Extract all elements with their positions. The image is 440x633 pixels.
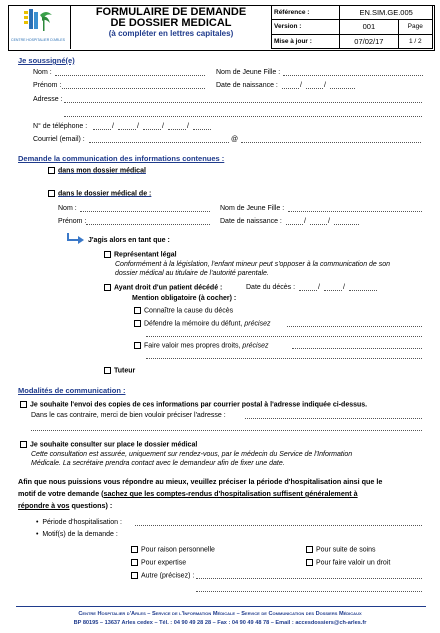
courriel-domain-field[interactable] bbox=[241, 142, 421, 143]
periode-field[interactable] bbox=[135, 525, 422, 526]
motif-expertise-option[interactable]: Pour expertise bbox=[131, 559, 186, 567]
rep-legal-note-1: Conformément à la législation, l'enfant mineur peut s'opposer à la communication de son bbox=[115, 261, 391, 268]
nom-jf-label: Nom de Jeune Fille : bbox=[216, 69, 281, 76]
mention-cause-checkbox[interactable] bbox=[134, 307, 141, 314]
opt-mon-dossier-checkbox[interactable] bbox=[48, 167, 55, 174]
version-value: 001 bbox=[340, 20, 398, 34]
rep-legal-checkbox[interactable] bbox=[104, 251, 111, 258]
patient-nom-jf-field[interactable] bbox=[288, 211, 422, 212]
adresse-field-1[interactable] bbox=[64, 102, 422, 103]
patient-nom-jf-label: Nom de Jeune Fille : bbox=[220, 205, 285, 212]
motif-soins-option[interactable]: Pour suite de soins bbox=[306, 546, 376, 554]
telephone-label: N° de téléphone : bbox=[33, 123, 88, 130]
reference-value: EN.SIM.GE.005 bbox=[340, 6, 433, 20]
date-naissance-month[interactable] bbox=[306, 88, 323, 89]
motif-droit-checkbox[interactable] bbox=[306, 559, 313, 566]
prenom-field[interactable] bbox=[62, 88, 205, 89]
patient-prenom-field[interactable] bbox=[86, 224, 210, 225]
mention-memoire-field-2[interactable] bbox=[146, 336, 422, 337]
envoi-option[interactable]: Je souhaite l'envoi des copies de ces informations par courrier postal à l'adresse indiquée ci-dessus. bbox=[20, 401, 367, 409]
tel-part-4[interactable] bbox=[168, 129, 186, 130]
date-naissance-day[interactable] bbox=[282, 88, 299, 89]
form-title-line2: DE DOSSIER MEDICAL bbox=[110, 17, 232, 29]
mention-memoire-checkbox[interactable] bbox=[134, 320, 141, 327]
tel-part-3[interactable] bbox=[143, 129, 161, 130]
mention-label: Mention obligatoire (à cocher) : bbox=[132, 295, 237, 302]
date-deces-month[interactable] bbox=[324, 290, 342, 291]
footer-line-2: BP 80195 – 13637 Arles cedex – Tél. : 04 90 49 28 28 – Fax : 04 90 49 48 78 – Email : accesdossiers@ch-arles.fr bbox=[73, 620, 367, 626]
prenom-label: Prénom : bbox=[33, 82, 62, 89]
date-deces-year[interactable] bbox=[349, 290, 377, 291]
opt-dossier-de[interactable]: dans le dossier médical de : bbox=[48, 190, 151, 198]
tel-part-2[interactable] bbox=[118, 129, 136, 130]
ayant-droit-checkbox[interactable] bbox=[104, 284, 111, 291]
footer-divider bbox=[16, 606, 426, 607]
opt-dossier-de-checkbox[interactable] bbox=[48, 190, 55, 197]
motif-soins-checkbox[interactable] bbox=[306, 546, 313, 553]
envoi-checkbox[interactable] bbox=[20, 401, 27, 408]
nom-jf-field[interactable] bbox=[283, 75, 423, 76]
section-soussigne-title: Je soussigné(e) bbox=[18, 56, 75, 65]
logo-text: CENTRE HOSPITALIER D'ARLES bbox=[11, 38, 65, 42]
reference-table bbox=[271, 5, 433, 49]
mention-droits-option[interactable]: Faire valoir mes propres droits, précisez bbox=[134, 342, 269, 350]
patient-prenom-label: Prénom : bbox=[58, 218, 87, 225]
courriel-label: Courriel (email) : bbox=[33, 136, 85, 143]
courriel-local-field[interactable] bbox=[89, 142, 229, 143]
mention-droits-field[interactable] bbox=[292, 348, 422, 349]
motif-droit-option[interactable]: Pour faire valoir un droit bbox=[306, 559, 390, 567]
date-naissance-year[interactable] bbox=[330, 88, 355, 89]
at-sign: @ bbox=[231, 136, 239, 143]
patient-nom-field[interactable] bbox=[80, 211, 210, 212]
page-label: Page bbox=[398, 20, 432, 34]
precision-line-2: motif de votre demande (sachez que les comptes-rendus d'hospitalisation suffisent généralement à bbox=[18, 489, 358, 498]
patient-date-naissance-label: Date de naissance : bbox=[220, 218, 282, 225]
precision-line-1: Afin que nous puissions vous répondre au mieux, veuillez préciser la période d'hospitalisation ainsi que le bbox=[18, 477, 383, 486]
tel-part-1[interactable] bbox=[93, 129, 111, 130]
arrow-right-icon bbox=[66, 232, 86, 250]
motif-expertise-checkbox[interactable] bbox=[131, 559, 138, 566]
nom-field[interactable] bbox=[55, 75, 205, 76]
form-subtitle: (à compléter en lettres capitales) bbox=[108, 29, 234, 38]
section-demande-title: Demande la communication des informations contenues : bbox=[18, 154, 225, 163]
opt-mon-dossier[interactable]: dans mon dossier médical bbox=[48, 167, 146, 175]
footer-line-1: Centre Hospitalier d'Arles – Service de l'Information Médicale – Service de Communication des Dossiers Médicaux bbox=[78, 611, 362, 617]
patient-nom-label: Nom : bbox=[58, 205, 77, 212]
tel-part-5[interactable] bbox=[193, 129, 211, 130]
page-value: 1 / 2 bbox=[398, 34, 432, 48]
mention-droits-field-2[interactable] bbox=[146, 358, 422, 359]
envoi-adresse-field[interactable] bbox=[245, 418, 422, 419]
date-naissance-label: Date de naissance : bbox=[216, 82, 278, 89]
periode-label: • Période d'hospitalisation : bbox=[36, 519, 122, 526]
version-label: Version : bbox=[272, 20, 340, 34]
title-block bbox=[70, 5, 272, 49]
adresse-label: Adresse : bbox=[33, 96, 63, 103]
envoi-adresse-field-2[interactable] bbox=[31, 430, 422, 431]
consulter-checkbox[interactable] bbox=[20, 441, 27, 448]
precision-line-3: répondre à vos questions) : bbox=[18, 501, 113, 510]
motif-autre-field[interactable] bbox=[196, 578, 422, 579]
rep-legal-option[interactable]: Représentant légal bbox=[104, 251, 177, 259]
date-deces-day[interactable] bbox=[299, 290, 317, 291]
tuteur-option[interactable]: Tuteur bbox=[104, 367, 135, 375]
nom-label: Nom : bbox=[33, 69, 52, 76]
form-title-line1: FORMULAIRE DE DEMANDE bbox=[95, 6, 247, 18]
consulter-note-2: Médicale. La secrétaire prendra contact avec le demandeur afin de fixer une date. bbox=[31, 460, 285, 467]
ayant-droit-option[interactable]: Ayant droit d'un patient décédé : bbox=[104, 284, 222, 292]
patient-dn-year[interactable] bbox=[334, 224, 359, 225]
motif-autre-checkbox[interactable] bbox=[131, 572, 138, 579]
patient-dn-day[interactable] bbox=[286, 224, 303, 225]
jagis-label: J'agis alors en tant que : bbox=[88, 237, 170, 244]
mention-memoire-field[interactable] bbox=[287, 326, 422, 327]
motif-autre-field-2[interactable] bbox=[196, 591, 422, 592]
patient-dn-month[interactable] bbox=[310, 224, 327, 225]
date-deces-label: Date du décès : bbox=[246, 284, 296, 291]
rep-legal-note-2: dossier médical au titulaire de l'autorité parentale. bbox=[115, 270, 269, 277]
tuteur-checkbox[interactable] bbox=[104, 367, 111, 374]
motifs-label: • Motif(s) de la demande : bbox=[36, 531, 118, 538]
section-modalites-title: Modalités de communication : bbox=[18, 386, 126, 395]
consulter-option[interactable]: Je souhaite consulter sur place le dossier médical bbox=[20, 441, 197, 449]
mention-droits-checkbox[interactable] bbox=[134, 342, 141, 349]
mention-memoire-option[interactable]: Défendre la mémoire du défunt, précisez bbox=[134, 320, 270, 328]
hospital-logo bbox=[10, 7, 66, 47]
update-value: 07/02/17 bbox=[340, 34, 398, 48]
motif-autre-option[interactable]: Autre (précisez) : bbox=[131, 572, 194, 580]
motif-personnelle-option[interactable]: Pour raison personnelle bbox=[131, 546, 215, 554]
consulter-note-1: Cette consultation est assurée, uniquement sur rendez-vous, par le médecin du Service de l'Information bbox=[31, 451, 353, 458]
mention-cause-option[interactable]: Connaître la cause du décès bbox=[134, 307, 233, 315]
envoi-note: Dans le cas contraire, merci de bien vouloir préciser l'adresse : bbox=[31, 412, 226, 419]
adresse-field-2[interactable] bbox=[64, 116, 422, 117]
update-label: Mise à jour : bbox=[272, 34, 340, 48]
motif-personnelle-checkbox[interactable] bbox=[131, 546, 138, 553]
reference-label: Référence : bbox=[272, 6, 340, 20]
